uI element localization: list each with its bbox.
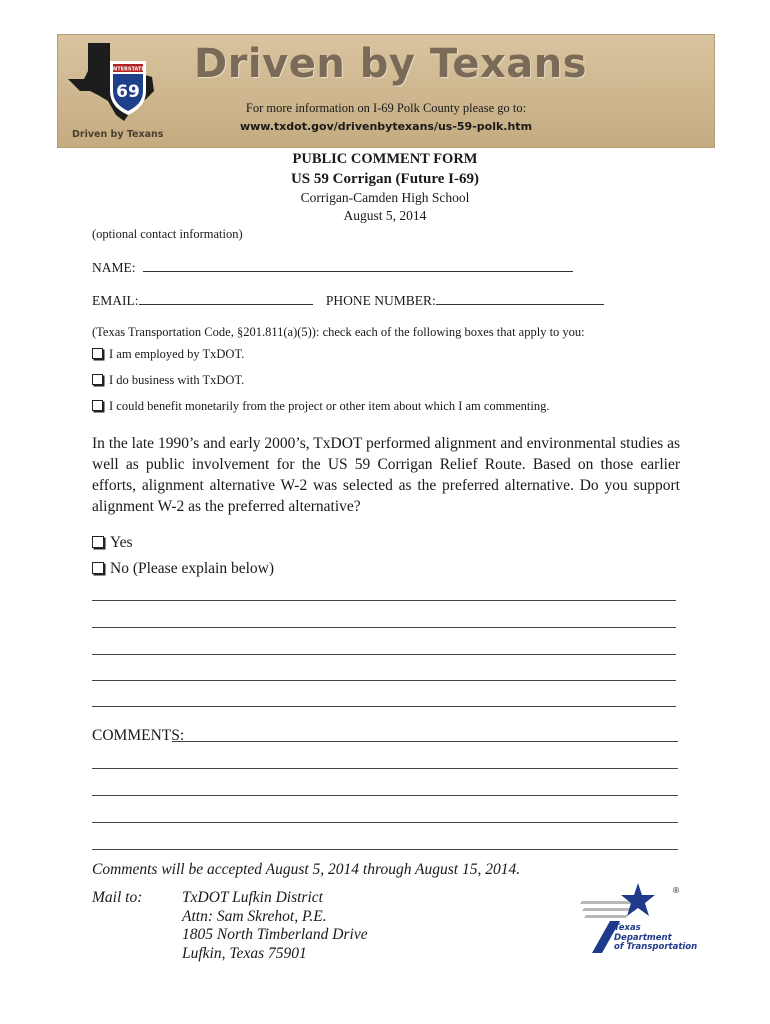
- optional-contact-note: (optional contact information): [92, 227, 243, 241]
- yes-label: Yes: [110, 534, 133, 551]
- benefit-checkbox[interactable]: [92, 400, 103, 411]
- shield-top-text: INTERSTATE: [111, 66, 145, 73]
- phone-label: PHONE NUMBER:: [325, 293, 436, 308]
- business-checkbox[interactable]: [92, 374, 103, 385]
- disclosure-option: [92, 373, 244, 388]
- header-banner: [57, 34, 715, 148]
- info-text: For more information on I-69 Polk County please go to:: [245, 101, 527, 115]
- comments-label: COMMENTS:: [92, 727, 185, 744]
- comments-line[interactable]: [92, 849, 678, 850]
- project-title: US 59 Corrigan (Future I-69): [290, 171, 480, 187]
- address-line: Lufkin, Texas 75901: [182, 944, 307, 962]
- disclosure-intro: (Texas Transportation Code, §201.811(a)(5)): check each of the following boxes that apply to you:: [92, 325, 585, 339]
- comments-line[interactable]: [92, 768, 678, 769]
- explanation-line[interactable]: [92, 654, 676, 655]
- logo-line: Texas: [614, 923, 641, 933]
- address-line: Attn: Sam Skrehot, P.E.: [182, 907, 327, 925]
- explanation-line[interactable]: [92, 600, 676, 601]
- explanation-line[interactable]: [92, 680, 676, 681]
- no-checkbox[interactable]: [92, 562, 104, 574]
- explanation-line[interactable]: [92, 706, 676, 707]
- disclosure-option-label: I do business with TxDOT.: [109, 373, 245, 387]
- name-row: [92, 259, 573, 276]
- yes-checkbox[interactable]: [92, 536, 104, 548]
- comments-line[interactable]: [92, 795, 678, 796]
- mailing-address: [182, 889, 368, 963]
- logo-line: Department: [614, 932, 672, 943]
- registered-mark: ®: [672, 886, 680, 895]
- email-label: EMAIL:: [92, 293, 139, 308]
- mail-to-label: Mail to:: [92, 889, 143, 906]
- employed-checkbox[interactable]: [92, 348, 103, 359]
- comments-line[interactable]: [172, 741, 678, 742]
- answer-yes: [92, 534, 133, 552]
- disclosure-option-label: I could benefit monetarily from the project or other item about which I am commenting.: [109, 399, 550, 413]
- address-line: 1805 North Timberland Drive: [182, 926, 368, 943]
- phone-field[interactable]: [436, 292, 604, 305]
- meeting-location: Corrigan-Camden High School: [300, 190, 470, 205]
- alignment-question: In the late 1990’s and early 2000’s, TxDOT performed alignment and environmental studies as well as public involvement for the US 59 Corrigan Relief Route. Based on those earlier efforts, alignment alternative W-2 was selected as the preferred alternative. Do you support alignment W-2 as the preferred alternative?: [92, 435, 680, 515]
- email-field[interactable]: [139, 292, 313, 305]
- logo-line: of Transportation: [614, 942, 698, 952]
- deadline-note: Comments will be accepted August 5, 2014 through August 15, 2014.: [92, 861, 521, 878]
- email-phone-row: [92, 292, 604, 309]
- banner-headline: Driven by Texans: [194, 41, 588, 87]
- brand-small-label: Driven by Texans: [72, 129, 164, 140]
- disclosure-option: [92, 399, 550, 414]
- comments-line[interactable]: [92, 822, 678, 823]
- explanation-line[interactable]: [92, 627, 676, 628]
- no-label: No (Please explain below): [110, 560, 274, 577]
- disclosure-option-label: I am employed by TxDOT.: [109, 347, 245, 361]
- name-label: NAME:: [92, 260, 136, 275]
- meeting-date: August 5, 2014: [343, 208, 427, 223]
- disclosure-option: [92, 347, 244, 362]
- answer-no: [92, 560, 274, 578]
- shield-number: 69: [116, 82, 140, 102]
- name-field[interactable]: [143, 259, 573, 272]
- info-url-link[interactable]: www.txdot.gov/drivenbytexans/us-59-polk.htm: [239, 120, 533, 133]
- txdot-logo-text: [614, 924, 697, 953]
- address-line: TxDOT Lufkin District: [182, 889, 323, 906]
- form-title: PUBLIC COMMENT FORM: [292, 151, 478, 167]
